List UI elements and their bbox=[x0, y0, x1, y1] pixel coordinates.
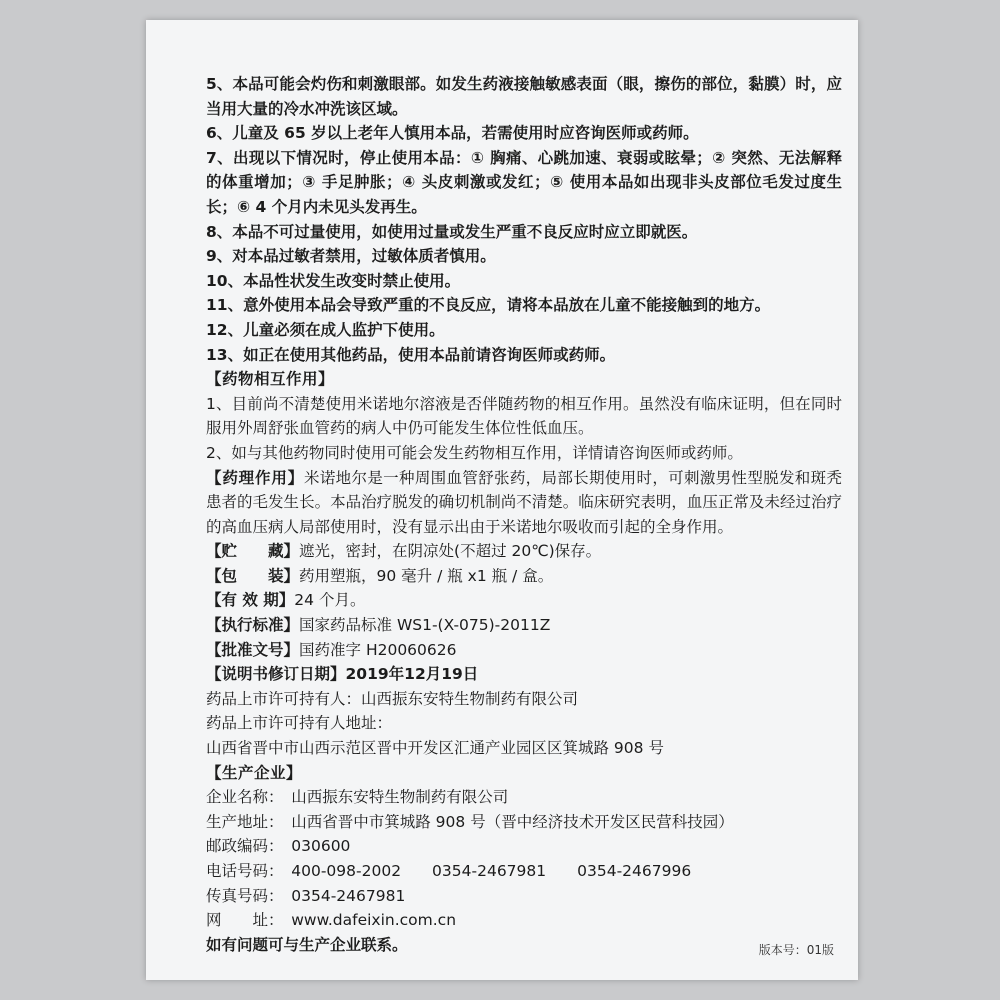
interactions-heading: 【药物相互作用】 bbox=[206, 370, 335, 389]
manufacturer-address: 生产地址： 山西省晋中市箕城路 908 号（晋中经济技术开发区民营科技园） bbox=[206, 812, 734, 831]
warning-item-8: 8、本品不可过量使用，如使用过量或发生严重不良反应时应立即就医。 bbox=[206, 222, 698, 241]
spec-row-shelf-life bbox=[206, 588, 842, 613]
spec-value: 遮光，密封，在阴凉处(不超过 20℃)保存。 bbox=[299, 542, 602, 561]
holder-address: 山西省晋中市山西示范区晋中开发区汇通产业园区区箕城路 908 号 bbox=[206, 739, 664, 758]
revision-label: 【说明书修订日期】 bbox=[206, 665, 346, 684]
manufacturer-fax: 传真号码： 0354-2467981 bbox=[206, 886, 406, 905]
spec-row-package bbox=[206, 564, 842, 589]
warning-item-9: 9、对本品过敏者禁用，过敏体质者慎用。 bbox=[206, 247, 496, 266]
spec-row-approval bbox=[206, 638, 842, 663]
revision-row bbox=[206, 662, 842, 687]
spec-label: 【执行标准】 bbox=[206, 616, 300, 635]
interaction-item: 1、目前尚不清楚使用米诺地尔溶液是否伴随药物的相互作用。虽然没有临床证明，但在同时服用外周舒张血管药的病人中仍可能发生体位性低血压。 bbox=[206, 394, 842, 438]
spec-value: 药用塑瓶，90 毫升 / 瓶 x1 瓶 / 盒。 bbox=[299, 566, 554, 585]
spec-label: 【包 装】 bbox=[206, 566, 300, 585]
leaflet-content bbox=[206, 72, 842, 957]
holder-name: 药品上市许可持有人：山西振东安特生物制药有限公司 bbox=[206, 689, 579, 708]
spec-label: 【批准文号】 bbox=[206, 640, 300, 659]
warning-item-11: 11、意外使用本品会导致严重的不良反应，请将本品放在儿童不能接触到的地方。 bbox=[206, 296, 771, 315]
spec-label: 【有 效 期】 bbox=[206, 591, 295, 610]
manufacturer-name: 企业名称： 山西振东安特生物制药有限公司 bbox=[206, 788, 509, 807]
version-number: 版本号：01版 bbox=[758, 943, 834, 957]
warning-item-12: 12、儿童必须在成人监护下使用。 bbox=[206, 320, 445, 339]
warnings-list bbox=[206, 72, 842, 367]
warning-item-5: 5、本品可能会灼伤和刺激眼部。如发生药液接触敏感表面（眼，擦伤的部位，黏膜）时，应当用大量的冷水冲洗该区域。 bbox=[206, 75, 842, 118]
warning-item-13: 13、如正在使用其他药品，使用本品前请咨询医师或药师。 bbox=[206, 345, 616, 364]
warning-item-7: 7、出现以下情况时，停止使用本品：① 胸痛、心跳加速、衰弱或眩晕；② 突然、无法解释的体重增加；③ 手足肿胀；④ 头皮刺激或发红；⑤ 使用本品如出现非头皮部位毛发过度生长；⑥ 4 个月内未见头发再生。 bbox=[206, 148, 842, 216]
spec-value: 24 个月。 bbox=[294, 591, 366, 610]
manufacturer-website: 网 址： www.dafeixin.com.cn bbox=[206, 911, 457, 930]
revision-date: 2019年12月19日 bbox=[345, 665, 479, 684]
spec-label: 【贮 藏】 bbox=[206, 542, 300, 561]
interaction-item: 2、如与其他药物同时使用可能会发生药物相互作用，详情请咨询医师或药师。 bbox=[206, 443, 743, 462]
leaflet-sheet bbox=[146, 20, 858, 980]
pharmacology-label: 【药理作用】 bbox=[206, 468, 304, 487]
spec-value: 国药准字 H20060626 bbox=[299, 640, 457, 659]
spec-value: 国家药品标准 WS1-(X-075)-2011Z bbox=[299, 616, 551, 635]
holder-address-label: 药品上市许可持有人地址： bbox=[206, 714, 393, 733]
interactions-section bbox=[206, 367, 842, 465]
contact-note: 如有问题可与生产企业联系。 bbox=[206, 935, 408, 954]
manufacturer-section bbox=[206, 761, 842, 958]
warning-item-6: 6、儿童及 65 岁以上老年人慎用本品，若需使用时应咨询医师或药师。 bbox=[206, 124, 699, 143]
specs-section bbox=[206, 539, 842, 687]
manufacturer-postcode: 邮政编码： 030600 bbox=[206, 837, 351, 856]
pharmacology-text: 米诺地尔是一种周围血管舒张药，局部长期使用时，可刺激男性型脱发和斑秃患者的毛发生长。本品治疗脱发的确切机制尚不清楚。临床研究表明，血压正常及未经过治疗的高血压病人局部使用时，没有显示出由于米诺地尔吸收而引起的全身作用。 bbox=[206, 468, 842, 536]
pharmacology-section bbox=[206, 466, 842, 540]
warning-item-10: 10、本品性状发生改变时禁止使用。 bbox=[206, 271, 461, 290]
manufacturer-phone: 电话号码： 400-098-2002 0354-2467981 0354-2467996 bbox=[206, 862, 692, 880]
spec-row-standard bbox=[206, 613, 842, 638]
manufacturer-heading: 【生产企业】 bbox=[206, 763, 303, 782]
spec-row-storage bbox=[206, 539, 842, 564]
holder-section bbox=[206, 687, 842, 761]
